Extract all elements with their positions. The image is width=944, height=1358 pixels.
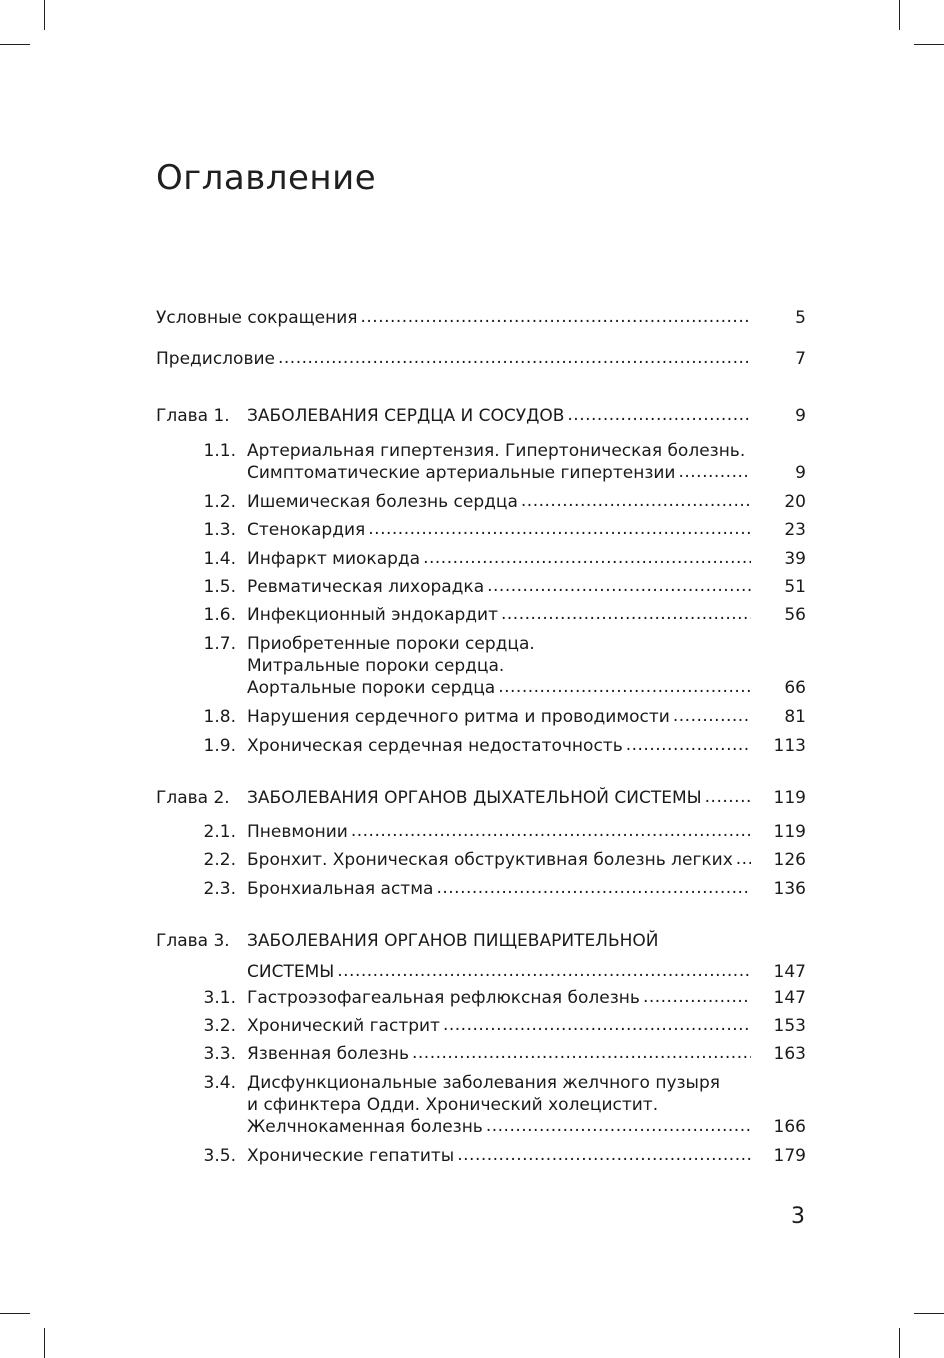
section-page: 163 [773, 1044, 806, 1064]
crop-mark [44, 0, 45, 30]
chapter-title: ЗАБОЛЕВАНИЯ СЕРДЦА И СОСУДОВ [247, 406, 565, 426]
section-title-line: Аортальные пороки сердца [247, 678, 496, 698]
chapter-page: 9 [795, 406, 806, 426]
chapter-page: 119 [773, 788, 806, 808]
chapter-page: 147 [773, 962, 806, 982]
leader-dots [626, 735, 751, 757]
section-title-line: Бронхиальная астма [247, 879, 434, 899]
section-number: 3.1. [203, 988, 236, 1008]
section-number: 1.7. [203, 634, 236, 654]
leader-dots [521, 491, 751, 513]
toc-entry-text: Предисловие [156, 349, 275, 369]
section-title-line: Хронические гепатиты [247, 1146, 455, 1166]
section-page: 126 [773, 850, 806, 870]
crop-mark [0, 1313, 30, 1314]
section-number: 3.3. [203, 1044, 236, 1064]
leader-dots [736, 849, 751, 871]
section-title-line: Стенокардия [247, 520, 366, 540]
section-number: 3.5. [203, 1146, 236, 1166]
leader-dots [423, 548, 751, 570]
section-title-line: Хроническая сердечная недостаточность [247, 736, 623, 756]
leader-dots [498, 677, 751, 699]
section-number: 1.1. [203, 441, 236, 461]
chapter-title: СИСТЕМЫ [247, 962, 335, 982]
leader-dots [501, 604, 751, 626]
leader-dots [457, 1145, 751, 1167]
section-number: 1.3. [203, 520, 236, 540]
section-page: 166 [773, 1117, 806, 1137]
section-title-line: Митральные пороки сердца. [247, 656, 505, 676]
section-title-line: Приобретенные пороки сердца. [247, 634, 535, 654]
section-number: 1.6. [203, 605, 236, 625]
leader-dots [487, 576, 751, 598]
chapter-label: Глава 3. [156, 931, 230, 951]
section-page: 81 [784, 707, 806, 727]
section-page: 153 [773, 1016, 806, 1036]
leader-dots [486, 1116, 751, 1138]
chapter-title: ЗАБОЛЕВАНИЯ ОРГАНОВ ПИЩЕВАРИТЕЛЬНОЙ [247, 931, 659, 951]
section-title-line: Язвенная болезнь [247, 1044, 409, 1064]
toc-entry-page: 7 [795, 349, 806, 369]
leader-dots [643, 987, 751, 1009]
leader-dots [705, 787, 751, 809]
section-page: 179 [773, 1146, 806, 1166]
section-page: 147 [773, 988, 806, 1008]
leader-dots [678, 462, 751, 484]
section-page: 66 [784, 678, 806, 698]
section-title-line: Дисфункциональные заболевания желчного пузыря [247, 1073, 720, 1093]
leader-dots [337, 961, 751, 983]
section-title-line: Ревматическая лихорадка [247, 577, 485, 597]
section-title-line: Симптоматические артериальные гипертензии [247, 463, 676, 483]
section-number: 1.2. [203, 492, 236, 512]
section-number: 3.4. [203, 1073, 236, 1093]
leader-dots [278, 348, 751, 370]
toc-entry-text: Условные сокращения [156, 308, 358, 328]
section-number: 2.3. [203, 879, 236, 899]
section-page: 51 [784, 577, 806, 597]
toc-entry-page: 5 [795, 308, 806, 328]
chapter-title: ЗАБОЛЕВАНИЯ ОРГАНОВ ДЫХАТЕЛЬНОЙ СИСТЕМЫ [247, 788, 702, 808]
section-number: 1.9. [203, 736, 236, 756]
leader-dots [351, 821, 751, 843]
section-number: 1.5. [203, 577, 236, 597]
section-title-line: Инфаркт миокарда [247, 549, 421, 569]
section-title-line: Желчнокаменная болезнь [247, 1117, 483, 1137]
section-number: 3.2. [203, 1016, 236, 1036]
section-title-line: Инфекционный эндокардит [247, 605, 498, 625]
crop-mark [44, 1328, 45, 1358]
section-title-line: Гастроэзофагеальная рефлюксная болезнь [247, 988, 640, 1008]
leader-dots [443, 1015, 751, 1037]
leader-dots [436, 878, 751, 900]
leader-dots [360, 307, 751, 329]
section-title-line: Артериальная гипертензия. Гипертоническая болезнь. [247, 441, 746, 461]
crop-mark [914, 1313, 944, 1314]
section-page: 20 [784, 492, 806, 512]
crop-mark [899, 0, 900, 30]
section-page: 9 [795, 463, 806, 483]
leader-dots [567, 405, 751, 427]
section-number: 2.1. [203, 822, 236, 842]
section-page: 23 [784, 520, 806, 540]
crop-mark [914, 44, 944, 45]
section-title-line: Бронхит. Хроническая обструктивная болезнь легких [247, 850, 733, 870]
section-title-line: и сфинктера Одди. Хронический холецистит. [247, 1095, 659, 1115]
leader-dots [368, 519, 751, 541]
section-number: 2.2. [203, 850, 236, 870]
leader-dots [673, 706, 751, 728]
section-page: 113 [773, 736, 806, 756]
crop-mark [899, 1328, 900, 1358]
section-title-line: Ишемическая болезнь сердца [247, 492, 518, 512]
page-number: 3 [791, 1204, 805, 1229]
leader-dots [412, 1043, 751, 1065]
section-title-line: Пневмонии [247, 822, 348, 842]
section-number: 1.4. [203, 549, 236, 569]
chapter-label: Глава 2. [156, 788, 230, 808]
page-title: Оглавление [156, 158, 377, 198]
section-page: 136 [773, 879, 806, 899]
crop-mark [0, 44, 30, 45]
chapter-label: Глава 1. [156, 406, 230, 426]
section-page: 119 [773, 822, 806, 842]
section-number: 1.8. [203, 707, 236, 727]
section-page: 56 [784, 605, 806, 625]
section-page: 39 [784, 549, 806, 569]
section-title-line: Нарушения сердечного ритма и проводимости [247, 707, 670, 727]
section-title-line: Хронический гастрит [247, 1016, 440, 1036]
